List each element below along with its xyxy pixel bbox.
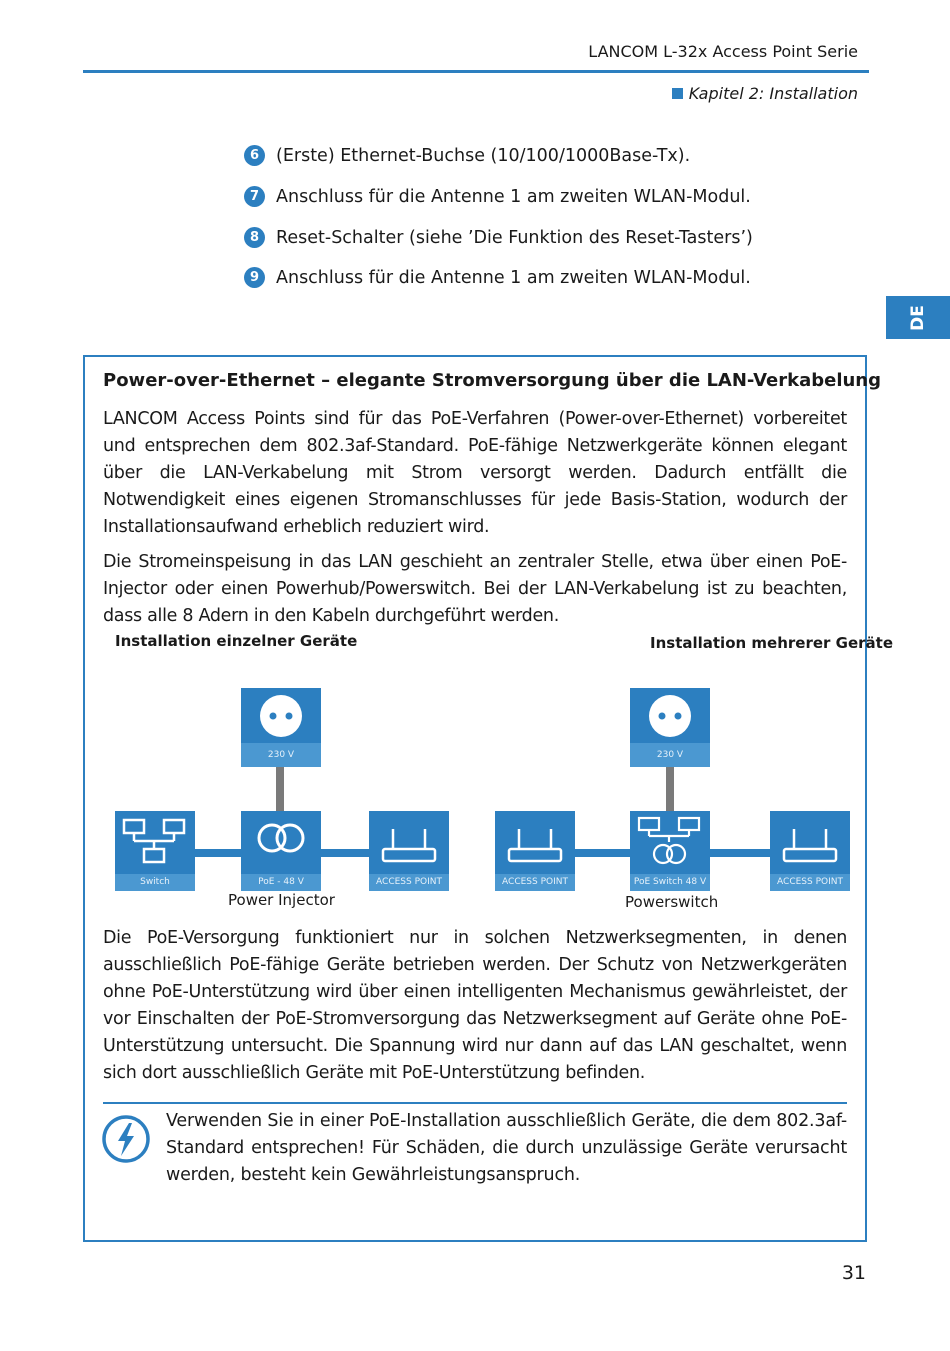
access-point-icon [495,811,575,873]
lan-cable [320,849,370,857]
poe-switch-icon [630,811,710,873]
paragraph-3: Die PoE-Versorgung funktioniert nur in solchen Netzwerksegmenten, in denen ausschließlich PoE-fähige Geräte betrieben werden. Der Schutz von Netzwerkgeräten ohne PoE-Unterstützung wird über einen intelligenten Mechanismus gewährleistet, der vor Einschalten der PoE-Stromversorgung das Netzwerksegment auf Geräte ohne PoE-Unterstützung untersucht. Die Spannung wird nur dann auf das LAN geschaltet, wenn sich dort ausschließlich Geräte mit PoE-Unterstützung befinden. [103,928,847,1083]
socket-icon [241,688,321,743]
injector-caption: Power Injector [228,891,335,909]
transformer-icon [241,811,321,873]
injector-label: PoE - 48 V [241,874,321,891]
access-point-icon [770,811,850,873]
number-badge: 6 [244,145,265,166]
list-item [244,267,751,288]
language-tab-label: DE [907,304,928,331]
chapter-text: Kapitel 2: Installation [688,84,858,103]
socket-icon [630,688,710,743]
access-point-label: ACCESS POINT [369,874,449,891]
access-point-icon [369,811,449,873]
info-box-title: Power-over-Ethernet – elegante Stromversorgung über die LAN-Verkabelung [103,370,882,391]
note-text: Verwenden Sie in einer PoE-Installation ausschließlich Geräte, die dem 802.3af-Standard entsprechen! Für Schäden, die durch unzulässige Geräte verursacht werden, besteht kein Gewährleistungsanspruch. [166,1111,847,1185]
access-point-device [495,811,575,891]
power-cable [666,766,674,812]
network-switch-icon [115,811,195,873]
lan-cable [194,849,242,857]
note-rule [103,1102,847,1104]
switch-label: Switch [115,874,195,891]
list-item [244,145,690,166]
running-header-title: LANCOM L-32x Access Point Serie [588,42,858,61]
list-item-text: Reset-Schalter (siehe ’Die Funktion des Reset-Tasters’) [276,227,753,248]
chapter-label [672,84,858,103]
paragraph-2: Die Stromeinspeisung in das LAN geschieht an zentraler Stelle, etwa über einen PoE-Injector oder einen Powerhub/Powerswitch. Bei der LAN-Verkabelung ist zu beachten, dass alle 8 Adern in den Kabeln durchgeführt werden. [103,552,847,626]
list-item [244,186,751,207]
number-badge: 7 [244,186,265,207]
power-socket [630,688,710,767]
poe-switch-device [630,811,710,891]
access-point-label: ACCESS POINT [770,874,850,891]
chapter-square-icon [672,88,683,99]
page-number: 31 [841,1262,866,1284]
list-item-text: Anschluss für die Antenne 1 am zweiten WLAN-Modul. [276,186,751,207]
powerswitch-caption: Powerswitch [625,893,719,911]
lightning-warning-icon [101,1114,151,1164]
lan-cable [574,849,632,857]
socket-label: 230 V [630,743,710,767]
switch-device [115,811,195,891]
diagram-caption-left: Installation einzelner Geräte [115,632,358,650]
list-item [244,227,753,248]
access-point-device [770,811,850,891]
number-badge: 8 [244,227,265,248]
header-rule [83,70,869,73]
poe-injector-device [241,811,321,891]
language-tab[interactable] [886,296,950,339]
access-point-device [369,811,449,891]
list-item-text: (Erste) Ethernet-Buchse (10/100/1000Base-Tx). [276,145,691,166]
poe-switch-label: PoE Switch 48 V [630,874,710,891]
power-cable [276,766,284,812]
number-badge: 9 [244,267,265,288]
power-socket [241,688,321,767]
list-item-text: Anschluss für die Antenne 1 am zweiten WLAN-Modul. [276,267,751,288]
lan-cable [709,849,771,857]
diagram-caption-right: Installation mehrerer Geräte [650,634,893,652]
access-point-label: ACCESS POINT [495,874,575,891]
paragraph-1: LANCOM Access Points sind für das PoE-Verfahren (Power-over-Ethernet) vorbereitet und entsprechen dem 802.3af-Standard. PoE-fähige Netzwerkgeräte können elegant über die LAN-Verkabelung mit Strom versorgt werden. Dadurch entfällt die Notwendigkeit eines eigenen Stromanschlusses für jede Basis-Station, wodurch der Installationsaufwand erheblich reduziert wird. [103,409,847,537]
socket-label: 230 V [241,743,321,767]
